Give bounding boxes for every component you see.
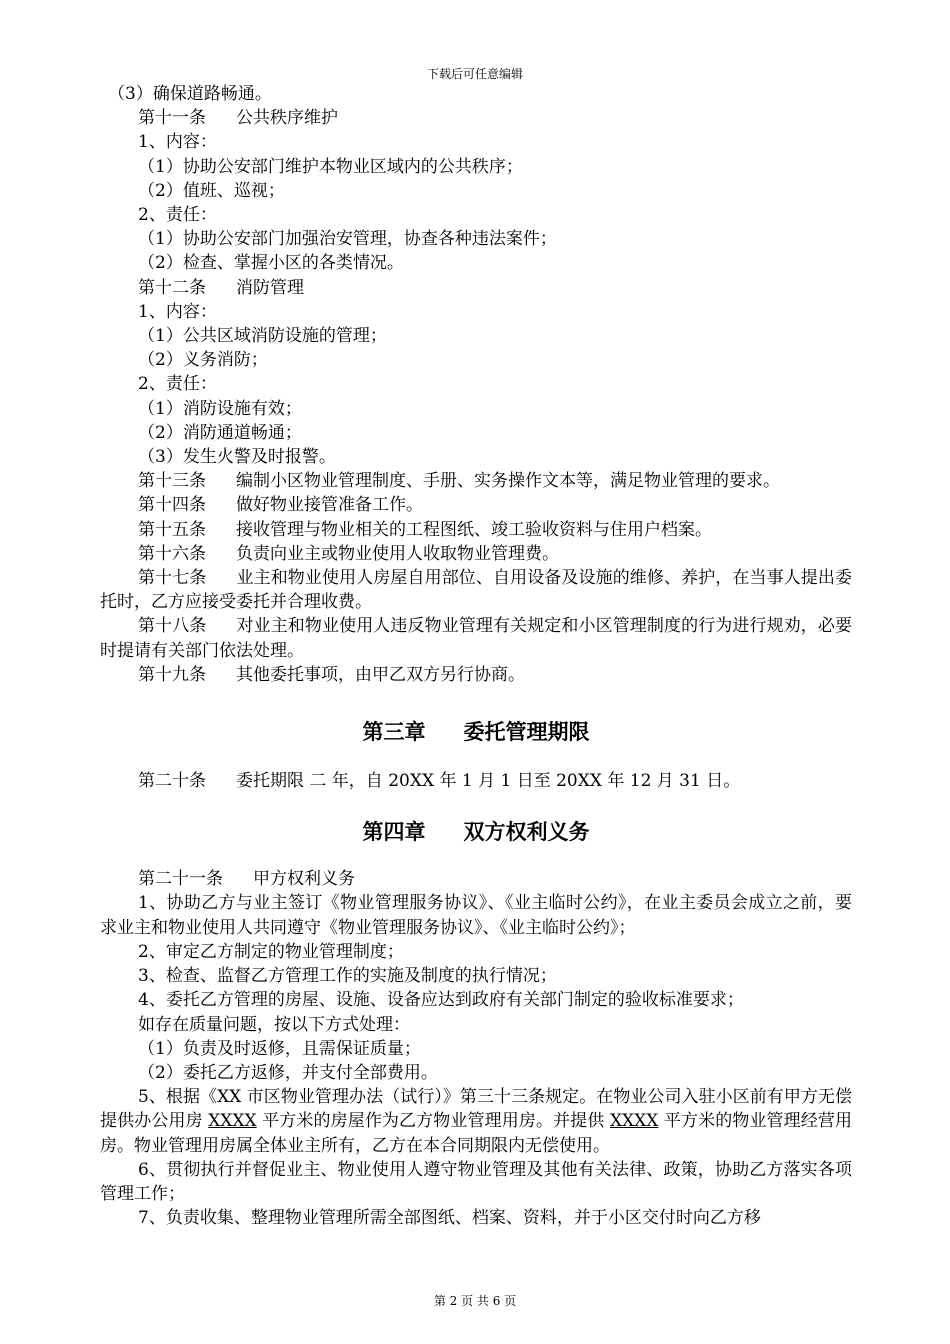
paragraph: 如存在质量问题，按以下方式处理： [138, 1014, 410, 1035]
line-item: （2）消防通道畅通； [138, 422, 302, 443]
article-21-heading [100, 867, 852, 891]
article-17 [100, 566, 852, 614]
line-item: 2、责任： [138, 374, 217, 395]
article-20 [100, 769, 852, 793]
line-item: （1）协助公安部门维护本物业区域内的公共秩序； [138, 156, 523, 177]
paragraph: （1）负责及时返修，且需保证质量； [138, 1038, 421, 1059]
article-14 [100, 493, 852, 517]
article-number: 第十二条 [138, 277, 206, 298]
article-number: 第十七条 [138, 568, 207, 589]
article-title: 消防管理 [236, 277, 304, 298]
article-text: 业主和物业使用人房屋自用部位、自用设备及设施的维修、养护，在当事人提出委托时，乙方应接受委托并合理收费。 [100, 568, 853, 613]
article-text: 对业主和物业使用人违反物业管理有关规定和小区管理制度的行为进行规劝，必要时提请有关部门依法处理。 [100, 616, 853, 661]
chapter-title: 双方权利义务 [463, 820, 590, 845]
paragraph-text: 平方米的房屋作为乙方物业管理用房。并提供 [256, 1111, 610, 1132]
document-body [100, 82, 852, 1230]
paragraph-5 [100, 1085, 852, 1158]
article-number: 第十三条 [138, 471, 206, 492]
page-footer: 第 2 页 共 6 页 [433, 1294, 517, 1308]
article-number: 第二十一条 [138, 869, 223, 890]
article-text: 委托期限 二 年，自 20XX 年 1 月 1 日至 20XX 年 12 月 31 日。 [236, 771, 741, 792]
chapter-3-heading [100, 717, 852, 747]
article-number: 第十九条 [138, 664, 206, 685]
line-item: 2、责任： [138, 205, 217, 226]
line-item: （1）公共区域消防设施的管理； [138, 326, 387, 347]
chapter-number: 第四章 [362, 820, 426, 845]
page-header: 下载后可任意编辑 [426, 67, 523, 81]
paragraph-text: 5、根据《XX 市区物业管理办法（试行）》第三十三条规定。在物业公司入驻小区前有甲方无偿提供办公用房 [100, 1087, 852, 1132]
line-item: 1、内容： [138, 301, 217, 322]
chapter-title: 委托管理期限 [463, 720, 590, 745]
article-19 [100, 663, 852, 687]
paragraph: （2）委托乙方返修，并支付全部费用。 [138, 1062, 438, 1083]
article-15 [100, 518, 852, 542]
underlined-placeholder: XXXX [609, 1111, 659, 1132]
article-text: 接收管理与物业相关的工程图纸、竣工验收资料与住用户档案。 [236, 519, 712, 540]
paragraph: 7、负责收集、整理物业管理所需全部图纸、档案、资料，并于小区交付时向乙方移 [138, 1208, 761, 1229]
line-item: （2）义务消防； [138, 350, 268, 371]
paragraph: 2、审定乙方制定的物业管理制度； [138, 941, 404, 962]
article-text: 其他委托事项，由甲乙双方另行协商。 [236, 664, 525, 685]
article-11-heading [100, 106, 852, 130]
article-number: 第二十条 [138, 771, 206, 792]
article-16 [100, 542, 852, 566]
line-item: （3）发生火警及时报警。 [138, 447, 336, 468]
line-item: （1）消防设施有效； [138, 398, 302, 419]
chapter-4-heading [100, 817, 852, 847]
line-item: （1）协助公安部门加强治安管理，协查各种违法案件； [138, 229, 557, 250]
line-item: 1、内容： [138, 132, 217, 153]
article-number: 第十五条 [138, 519, 206, 540]
paragraph-text: 平方米的物业管理经营用房。物业管理用房属全体业主所有，乙方在本合同期限内无偿使用。 [100, 1111, 853, 1156]
article-18 [100, 614, 852, 662]
article-text: 负责向业主或物业使用人收取物业管理费。 [236, 543, 559, 564]
paragraph: 1、协助乙方与业主签订《物业管理服务协议》、《业主临时公约》，在业主委员会成立之前，要求业主和物业使用人共同遵守《物业管理服务协议》、《业主临时公约》； [100, 893, 852, 938]
paragraph: 6、贯彻执行并督促业主、物业使用人遵守物业管理及其他有关法律、政策，协助乙方落实各项管理工作； [100, 1159, 852, 1204]
line-item: （2）检查、掌握小区的各类情况。 [138, 253, 404, 274]
chapter-number: 第三章 [362, 720, 426, 745]
article-number: 第十八条 [138, 616, 207, 637]
article-text: 编制小区物业管理制度、手册、实务操作文本等，满足物业管理的要求。 [236, 471, 780, 492]
article-number: 第十六条 [138, 543, 206, 564]
article-12-heading [100, 276, 852, 300]
article-number: 第十一条 [138, 108, 206, 129]
article-title: 公共秩序维护 [236, 108, 338, 129]
underlined-placeholder: XXXX [208, 1111, 257, 1132]
paragraph: 4、委托乙方管理的房屋、设施、设备应达到政府有关部门制定的验收标准要求； [138, 990, 744, 1011]
paragraph: 3、检查、监督乙方管理工作的实施及制度的执行情况； [138, 966, 557, 987]
article-13 [100, 469, 852, 493]
line-item: （2）值班、巡视； [138, 180, 285, 201]
article-text: 做好物业接管准备工作。 [236, 495, 423, 516]
article-title: 甲方权利义务 [253, 869, 355, 890]
article-number: 第十四条 [138, 495, 206, 516]
line-item: （3）确保道路畅通。 [108, 84, 272, 104]
